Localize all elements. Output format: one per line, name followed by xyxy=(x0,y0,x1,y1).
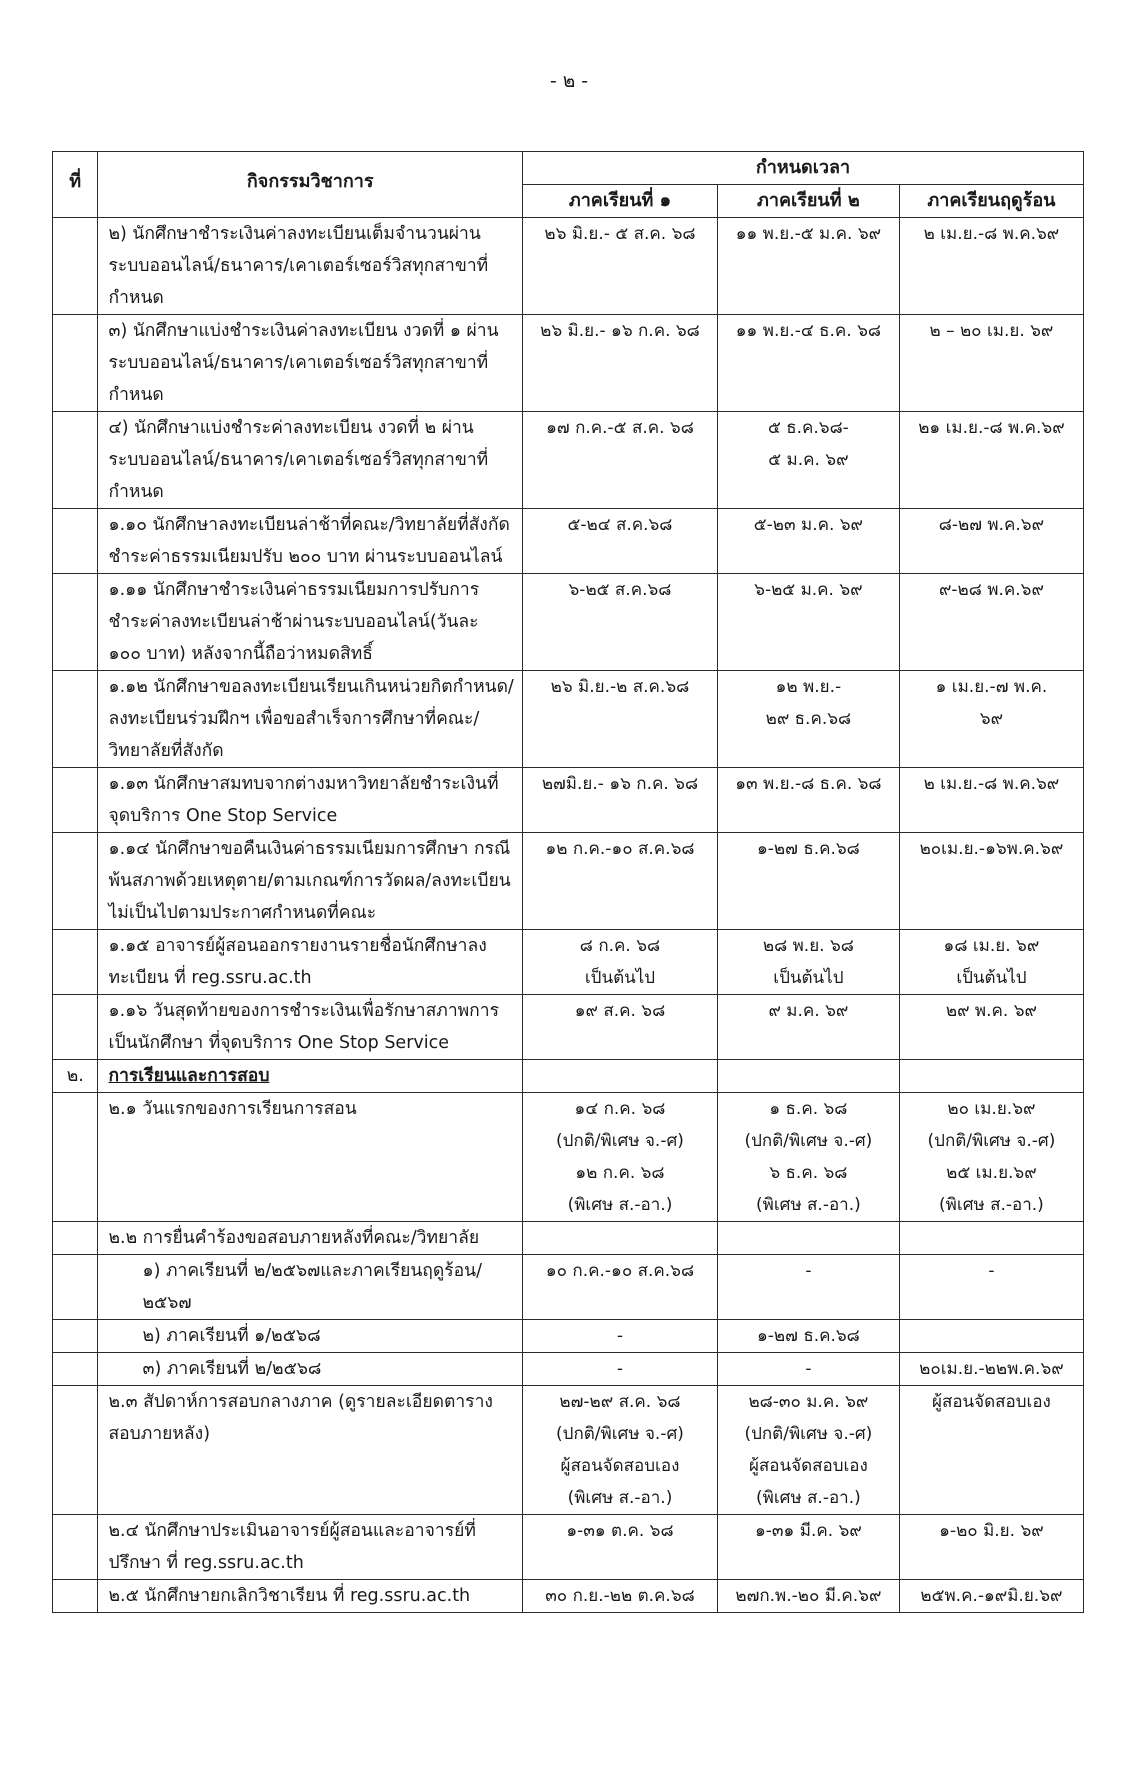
table-row xyxy=(53,509,1084,574)
summer-date-cell: ๑๘ เม.ย. ๖๙ เป็นต้นไป xyxy=(899,930,1083,995)
semester-2-date-cell: ๑๒ พ.ย.- ๒๙ ธ.ค.๖๘ xyxy=(717,671,899,768)
semester-1-date-cell: ๑๗ ก.ค.-๕ ส.ค. ๖๘ xyxy=(523,412,718,509)
activity-cell: ๒.๕ นักศึกษายกเลิกวิชาเรียน ที่ reg.ssru.ac.th xyxy=(98,1580,523,1613)
semester-1-date-cell xyxy=(523,1222,718,1255)
summer-date-cell: - xyxy=(899,1255,1083,1320)
summer-date-cell xyxy=(899,1060,1083,1093)
semester-1-date-cell: ๘ ก.ค. ๖๘ เป็นต้นไป xyxy=(523,930,718,995)
row-number xyxy=(53,671,98,768)
semester-2-date-cell: ๑ ธ.ค. ๖๘ (ปกติ/พิเศษ จ.-ศ) ๖ ธ.ค. ๖๘ (พิเศษ ส.-อา.) xyxy=(717,1093,899,1222)
activity-cell: ๒.๓ สัปดาห์การสอบกลางภาค (ดูรายละเอียดตารางสอบภายหลัง) xyxy=(98,1386,523,1515)
row-number xyxy=(53,412,98,509)
activity-cell: ๒.๑ วันแรกของการเรียนการสอน xyxy=(98,1093,523,1222)
table-row xyxy=(53,1515,1084,1580)
summer-date-cell: ๒๐เม.ย.-๒๒พ.ค.๖๙ xyxy=(899,1353,1083,1386)
semester-1-date-cell: ๒๗มิ.ย.- ๑๖ ก.ค. ๖๘ xyxy=(523,768,718,833)
activity-cell: ๑.๑๖ วันสุดท้ายของการชำระเงินเพื่อรักษาสภาพการเป็นนักศึกษา ที่จุดบริการ One Stop Service xyxy=(98,995,523,1060)
row-number: ๒. xyxy=(53,1060,98,1093)
table-row xyxy=(53,315,1084,412)
activity-cell: ๑.๑๕ อาจารย์ผู้สอนออกรายงานรายชื่อนักศึกษาลงทะเบียน ที่ reg.ssru.ac.th xyxy=(98,930,523,995)
semester-1-date-cell: ๑๙ ส.ค. ๖๘ xyxy=(523,995,718,1060)
summer-date-cell: ๒๑ เม.ย.-๘ พ.ค.๖๙ xyxy=(899,412,1083,509)
header-schedule: กำหนดเวลา xyxy=(523,152,1084,185)
semester-2-date-cell: - xyxy=(717,1353,899,1386)
summer-date-cell xyxy=(899,1222,1083,1255)
semester-1-date-cell: ๑๔ ก.ค. ๖๘ (ปกติ/พิเศษ จ.-ศ) ๑๒ ก.ค. ๖๘ (พิเศษ ส.-อา.) xyxy=(523,1093,718,1222)
table-row xyxy=(53,1386,1084,1515)
semester-1-date-cell xyxy=(523,1060,718,1093)
semester-2-date-cell: - xyxy=(717,1255,899,1320)
activity-cell: ๑.๑๓ นักศึกษาสมทบจากต่างมหาวิทยาลัยชำระเงินที่จุดบริการ One Stop Service xyxy=(98,768,523,833)
summer-date-cell xyxy=(899,1320,1083,1353)
table-row xyxy=(53,1320,1084,1353)
row-number xyxy=(53,930,98,995)
row-number xyxy=(53,768,98,833)
table-row xyxy=(53,1093,1084,1222)
semester-2-date-cell xyxy=(717,1222,899,1255)
table-row xyxy=(53,930,1084,995)
header-activity: กิจกรรมวิชาการ xyxy=(98,152,523,218)
semester-2-date-cell: ๙ ม.ค. ๖๙ xyxy=(717,995,899,1060)
table-row xyxy=(53,833,1084,930)
semester-2-date-cell: ๖-๒๕ ม.ค. ๖๙ xyxy=(717,574,899,671)
semester-2-date-cell: ๑๓ พ.ย.-๘ ธ.ค. ๖๘ xyxy=(717,768,899,833)
activity-cell: ๑.๑๐ นักศึกษาลงทะเบียนล่าช้าที่คณะ/วิทยาลัยที่สังกัด ชำระค่าธรรมเนียมปรับ ๒๐๐ บาท ผ่านระบบออนไลน์ xyxy=(98,509,523,574)
semester-2-date-cell: ๑-๓๑ มี.ค. ๖๙ xyxy=(717,1515,899,1580)
semester-2-date-cell: ๒๘-๓๐ ม.ค. ๖๙ (ปกติ/พิเศษ จ.-ศ) ผู้สอนจัดสอบเอง (พิเศษ ส.-อา.) xyxy=(717,1386,899,1515)
activity-cell: ๓) นักศึกษาแบ่งชำระเงินค่าลงทะเบียน งวดที่ ๑ ผ่านระบบออนไลน์/ธนาคาร/เคาเตอร์เซอร์วิสทุกสาขาที่กำหนด xyxy=(98,315,523,412)
semester-2-date-cell xyxy=(717,1060,899,1093)
activity-cell: ๒.๒ การยื่นคำร้องขอสอบภายหลังที่คณะ/วิทยาลัย xyxy=(98,1222,523,1255)
summer-date-cell: ๒ เม.ย.-๘ พ.ค.๖๙ xyxy=(899,768,1083,833)
page-number: - ๒ - xyxy=(549,70,589,92)
semester-2-date-cell: ๑-๒๗ ธ.ค.๖๘ xyxy=(717,833,899,930)
table-row xyxy=(53,671,1084,768)
row-number xyxy=(53,218,98,315)
row-number xyxy=(53,1320,98,1353)
activity-cell: ๒) ภาคเรียนที่ ๑/๒๕๖๘ xyxy=(98,1320,523,1353)
activity-cell: ๒) นักศึกษาชำระเงินค่าลงทะเบียนเต็มจำนวนผ่านระบบออนไลน์/ธนาคาร/เคาเตอร์เซอร์วิสทุกสาขาที่กำหนด xyxy=(98,218,523,315)
semester-2-date-cell: ๕-๒๓ ม.ค. ๖๙ xyxy=(717,509,899,574)
summer-date-cell: ๑ เม.ย.-๗ พ.ค. ๖๙ xyxy=(899,671,1083,768)
semester-1-date-cell: ๕-๒๔ ส.ค.๖๘ xyxy=(523,509,718,574)
table-row xyxy=(53,1222,1084,1255)
semester-1-date-cell: ๒๖ มิ.ย.- ๕ ส.ค. ๖๘ xyxy=(523,218,718,315)
summer-date-cell: ๒๐เม.ย.-๑๖พ.ค.๖๙ xyxy=(899,833,1083,930)
summer-date-cell: ๘-๒๗ พ.ค.๖๙ xyxy=(899,509,1083,574)
header-summer: ภาคเรียนฤดูร้อน xyxy=(899,185,1083,218)
table-row xyxy=(53,1255,1084,1320)
row-number xyxy=(53,1580,98,1613)
table-row xyxy=(53,768,1084,833)
semester-1-date-cell: ๑-๓๑ ต.ค. ๖๘ xyxy=(523,1515,718,1580)
semester-1-date-cell: ๒๖ มิ.ย.- ๑๖ ก.ค. ๖๘ xyxy=(523,315,718,412)
row-number xyxy=(53,574,98,671)
semester-1-date-cell: - xyxy=(523,1353,718,1386)
summer-date-cell: ๒๕พ.ค.-๑๙มิ.ย.๖๙ xyxy=(899,1580,1083,1613)
academic-calendar-table xyxy=(52,151,1084,1613)
table-row xyxy=(53,1580,1084,1613)
semester-1-date-cell: - xyxy=(523,1320,718,1353)
row-number xyxy=(53,995,98,1060)
summer-date-cell: ๒ เม.ย.-๘ พ.ค.๖๙ xyxy=(899,218,1083,315)
row-number xyxy=(53,1353,98,1386)
header-semester-2: ภาคเรียนที่ ๒ xyxy=(717,185,899,218)
activity-cell: ๔) นักศึกษาแบ่งชำระค่าลงทะเบียน งวดที่ ๒ ผ่านระบบออนไลน์/ธนาคาร/เคาเตอร์เซอร์วิสทุกสาขาที่กำหนด xyxy=(98,412,523,509)
summer-date-cell: ๒ – ๒๐ เม.ย. ๖๙ xyxy=(899,315,1083,412)
activity-cell: ๑.๑๑ นักศึกษาชำระเงินค่าธรรมเนียมการปรับการชำระค่าลงทะเบียนล่าช้าผ่านระบบออนไลน์(วันละ ๑๐๐ บาท) หลังจากนี้ถือว่าหมดสิทธิ์ xyxy=(98,574,523,671)
semester-1-date-cell: ๑๒ ก.ค.-๑๐ ส.ค.๖๘ xyxy=(523,833,718,930)
activity-cell: ๓) ภาคเรียนที่ ๒/๒๕๖๘ xyxy=(98,1353,523,1386)
summer-date-cell: ผู้สอนจัดสอบเอง xyxy=(899,1386,1083,1515)
table-row xyxy=(53,1353,1084,1386)
table-row xyxy=(53,1060,1084,1093)
summer-date-cell: ๙-๒๘ พ.ค.๖๙ xyxy=(899,574,1083,671)
table-row xyxy=(53,412,1084,509)
row-number xyxy=(53,1515,98,1580)
table-header xyxy=(53,152,1084,218)
table-row xyxy=(53,995,1084,1060)
header-no: ที่ xyxy=(53,152,98,218)
summer-date-cell: ๑-๒๐ มิ.ย. ๖๙ xyxy=(899,1515,1083,1580)
row-number xyxy=(53,1386,98,1515)
summer-date-cell: ๒๙ พ.ค. ๖๙ xyxy=(899,995,1083,1060)
semester-1-date-cell: ๓๐ ก.ย.-๒๒ ต.ค.๖๘ xyxy=(523,1580,718,1613)
activity-cell: ๒.๔ นักศึกษาประเมินอาจารย์ผู้สอนและอาจารย์ที่ปรึกษา ที่ reg.ssru.ac.th xyxy=(98,1515,523,1580)
activity-cell: ๑) ภาคเรียนที่ ๒/๒๕๖๗และภาคเรียนฤดูร้อน/๒๕๖๗ xyxy=(98,1255,523,1320)
semester-2-date-cell: ๕ ธ.ค.๖๘- ๕ ม.ค. ๖๙ xyxy=(717,412,899,509)
table-row xyxy=(53,218,1084,315)
semester-2-date-cell: ๒๘ พ.ย. ๖๘ เป็นต้นไป xyxy=(717,930,899,995)
semester-2-date-cell: ๒๗ก.พ.-๒๐ มี.ค.๖๙ xyxy=(717,1580,899,1613)
activity-cell: ๑.๑๔ นักศึกษาขอคืนเงินค่าธรรมเนียมการศึกษา กรณีพ้นสภาพด้วยเหตุตาย/ตามเกณฑ์การวัดผล/ลงทะเบียนไม่เป็นไปตามประกาศกำหนดที่คณะ xyxy=(98,833,523,930)
semester-1-date-cell: ๒๗-๒๙ ส.ค. ๖๘ (ปกติ/พิเศษ จ.-ศ) ผู้สอนจัดสอบเอง (พิเศษ ส.-อา.) xyxy=(523,1386,718,1515)
table-body xyxy=(53,218,1084,1613)
semester-2-date-cell: ๑๑ พ.ย.-๕ ม.ค. ๖๙ xyxy=(717,218,899,315)
section-title-cell xyxy=(98,1060,523,1093)
semester-1-date-cell: ๑๐ ก.ค.-๑๐ ส.ค.๖๘ xyxy=(523,1255,718,1320)
summer-date-cell: ๒๐ เม.ย.๖๙ (ปกติ/พิเศษ จ.-ศ) ๒๕ เม.ย.๖๙ (พิเศษ ส.-อา.) xyxy=(899,1093,1083,1222)
semester-2-date-cell: ๑๑ พ.ย.-๔ ธ.ค. ๖๘ xyxy=(717,315,899,412)
row-number xyxy=(53,1093,98,1222)
header-semester-1: ภาคเรียนที่ ๑ xyxy=(523,185,718,218)
row-number xyxy=(53,1222,98,1255)
row-number xyxy=(53,315,98,412)
semester-2-date-cell: ๑-๒๗ ธ.ค.๖๘ xyxy=(717,1320,899,1353)
activity-cell: ๑.๑๒ นักศึกษาขอลงทะเบียนเรียนเกินหน่วยกิตกำหนด/ลงทะเบียนร่วมฝึกฯ เพื่อขอสำเร็จการศึกษาที่คณะ/วิทยาลัยที่สังกัด xyxy=(98,671,523,768)
row-number xyxy=(53,833,98,930)
semester-1-date-cell: ๖-๒๕ ส.ค.๖๘ xyxy=(523,574,718,671)
table-row xyxy=(53,574,1084,671)
row-number xyxy=(53,1255,98,1320)
row-number xyxy=(53,509,98,574)
section-title: การเรียนและการสอบ xyxy=(108,1066,270,1086)
semester-1-date-cell: ๒๖ มิ.ย.-๒ ส.ค.๖๘ xyxy=(523,671,718,768)
